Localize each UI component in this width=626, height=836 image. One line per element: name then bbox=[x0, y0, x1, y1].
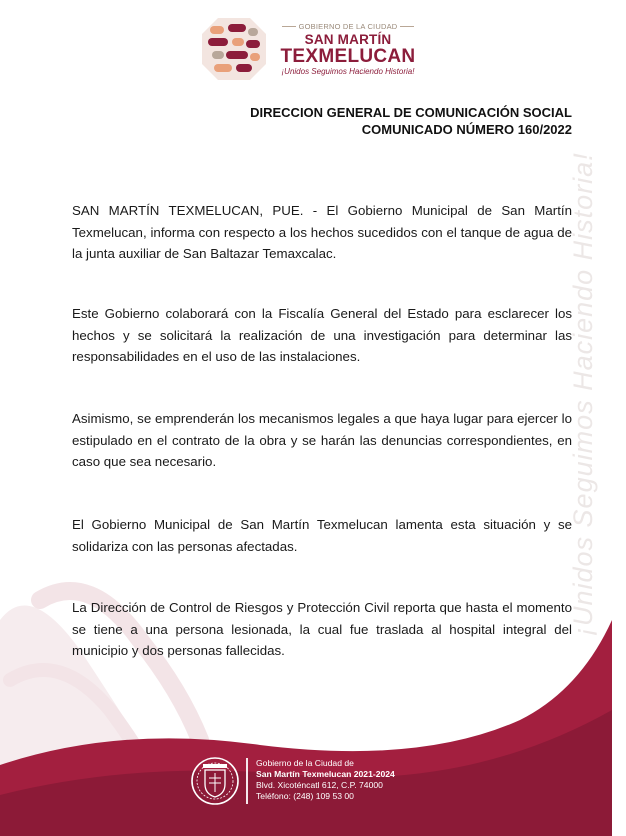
logo-top-text: GOBIERNO DE LA CIUDAD bbox=[298, 22, 398, 31]
logo-slogan: ¡Unidos Seguimos Haciendo Historia! bbox=[281, 67, 415, 76]
city-seal-icon bbox=[190, 756, 240, 806]
footer-divider bbox=[246, 758, 248, 804]
paragraph-2: Este Gobierno colaborará con la Fiscalía General del Estado para esclarecer los hechos y se solicitará la realización de una investigación para determinar las responsabilidades en el uso de las instalaciones. bbox=[72, 306, 572, 364]
paragraph-3: Asimismo, se emprenderán los mecanismos legales a que haya lugar para ejercer lo estipulado en el contrato de la obra y se harán las denuncias correspondientes, en caso que sea necesario. bbox=[72, 411, 572, 469]
heading-department: DIRECCION GENERAL DE COMUNICACIÓN SOCIAL bbox=[250, 105, 572, 120]
logo-city-name-2: TEXMELUCAN bbox=[280, 46, 416, 67]
footer-phone: Teléfono: (248) 109 53 00 bbox=[256, 791, 354, 801]
logo-city-name-1: SAN MARTÍN bbox=[304, 32, 392, 47]
city-logo bbox=[200, 16, 422, 82]
paragraph-1: SAN MARTÍN TEXMELUCAN, PUE. - El Gobierno Municipal de San Martín Texmelucan, informa con respecto a los hechos sucedidos con el tanque de agua de la junta auxiliar de San Baltazar Temaxcalac. bbox=[72, 203, 572, 261]
footer-line-1: Gobierno de la Ciudad de bbox=[256, 758, 354, 768]
logo-text bbox=[274, 22, 422, 76]
logo-emblem-icon bbox=[200, 16, 268, 82]
logo-top-line bbox=[274, 22, 422, 31]
paragraph-5: La Dirección de Control de Riesgos y Protección Civil reporta que hasta el momento se tiene a una persona lesionada, la cual fue traslada al hospital integral del municipio y dos personas fallecidas. bbox=[72, 600, 572, 658]
footer-line-2: San Martín Texmelucan 2021-2024 bbox=[256, 769, 395, 779]
heading-bulletin-number: COMUNICADO NÚMERO 160/2022 bbox=[361, 122, 572, 137]
paragraph-4: El Gobierno Municipal de San Martín Texmelucan lamenta esta situación y se solidariza con las personas afectadas. bbox=[72, 517, 572, 554]
footer-address: Blvd. Xicoténcatl 612, C.P. 74000 bbox=[256, 780, 383, 790]
document-heading bbox=[250, 104, 572, 138]
side-slogan: ¡Unidos Seguimos Haciendo Historia! bbox=[568, 152, 598, 636]
footer-lines bbox=[256, 758, 395, 802]
